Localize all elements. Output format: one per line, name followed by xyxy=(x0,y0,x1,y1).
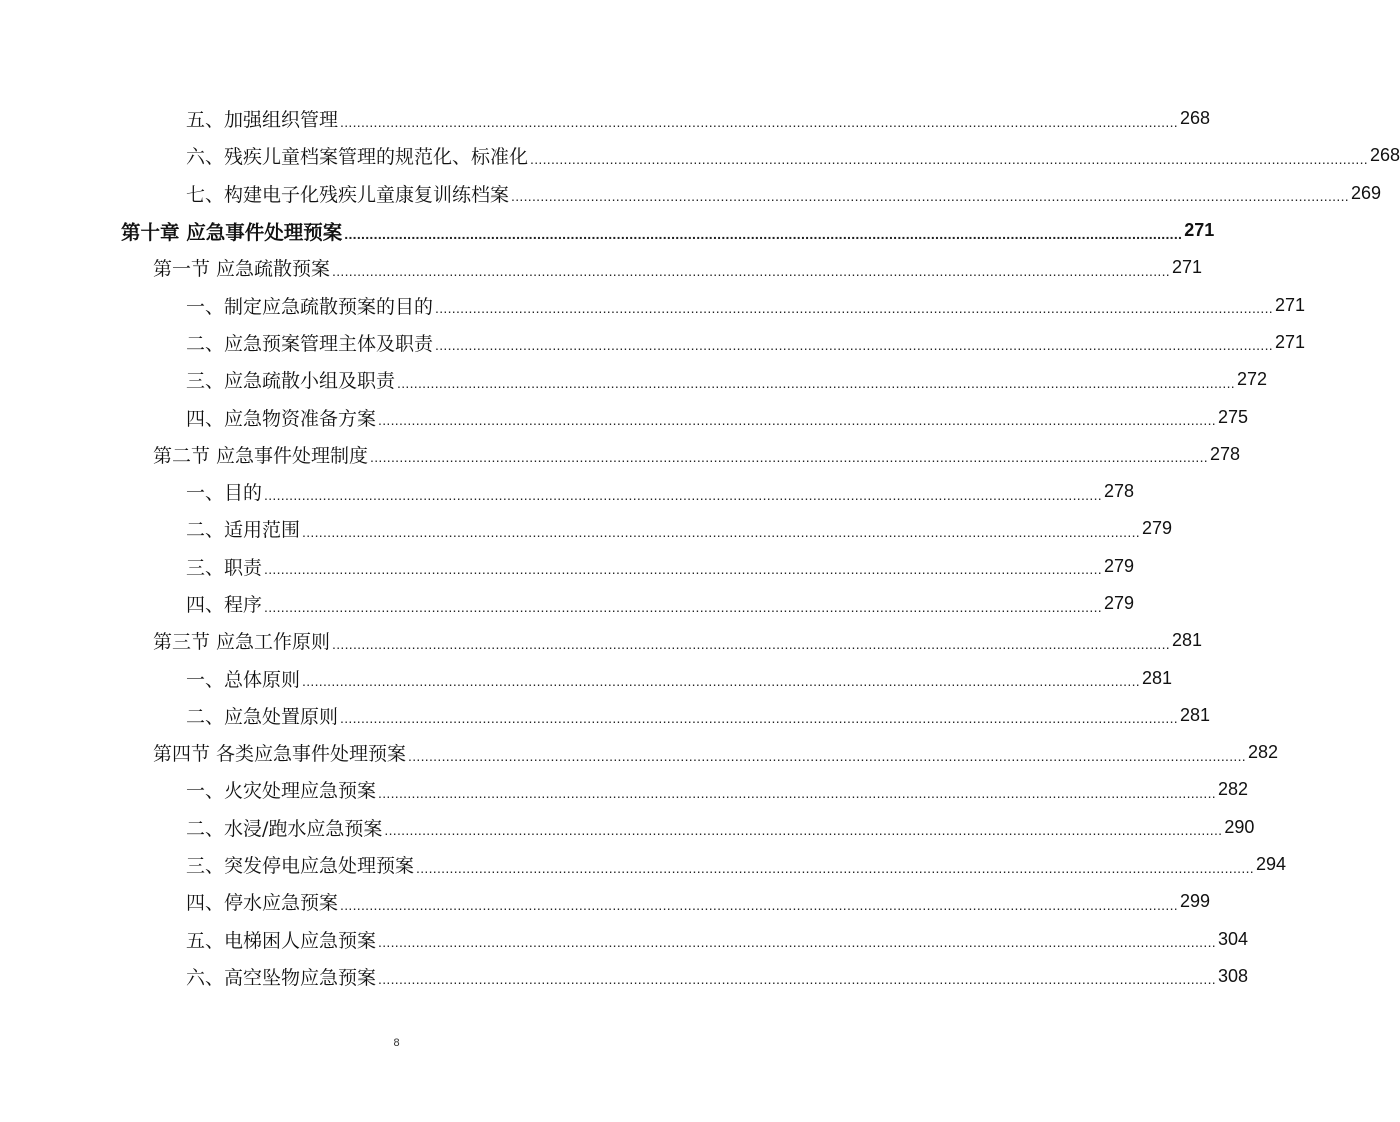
toc-entry[interactable] xyxy=(0,771,1248,808)
toc-entry[interactable] xyxy=(0,809,1255,846)
toc-entry[interactable] xyxy=(0,324,1305,361)
toc-leader-dots: ........................................................................................................................................................................................................ xyxy=(378,971,1216,988)
toc-entry-title: 一、火灾处理应急预案 xyxy=(186,780,377,803)
toc-leader-dots: ........................................................................................................................................................................................................ xyxy=(264,486,1102,503)
toc-entry-page: 308 xyxy=(1217,965,1248,986)
toc-leader-dots: ........................................................................................................................................................................................................ xyxy=(397,374,1235,391)
toc-entry-title: 第三节 应急工作原则 xyxy=(153,631,331,654)
toc-entry-title: 第一节 应急疏散预案 xyxy=(153,258,331,281)
toc-entry[interactable] xyxy=(0,137,1400,174)
toc-entry-title: 三、应急疏散小组及职责 xyxy=(186,370,396,393)
toc-entry[interactable] xyxy=(0,883,1210,920)
toc-leader-dots: ........................................................................................................................................................................................................ xyxy=(332,262,1170,279)
toc-entry-page: 281 xyxy=(1179,704,1210,725)
toc-entry-page: 271 xyxy=(1171,257,1203,278)
toc-entry-title: 四、应急物资准备方案 xyxy=(186,407,377,430)
toc-entry-page: 272 xyxy=(1236,369,1267,390)
toc-section-entry[interactable] xyxy=(0,622,1203,659)
toc-entry-title: 七、构建电子化残疾儿童康复训练档案 xyxy=(186,183,510,206)
toc-entry-page: 268 xyxy=(1369,145,1400,166)
toc-entry[interactable] xyxy=(0,659,1172,696)
toc-entry-title: 二、应急预案管理主体及职责 xyxy=(186,332,434,355)
toc-entry[interactable] xyxy=(0,846,1286,883)
toc-entry-title: 第二节 应急事件处理制度 xyxy=(153,444,369,467)
toc-leader-dots: ........................................................................................................................................................................................................ xyxy=(264,598,1102,615)
toc-leader-dots: ........................................................................................................................................................................................................ xyxy=(378,784,1216,801)
toc-entry-page: 304 xyxy=(1217,928,1248,949)
toc-entry-page: 279 xyxy=(1103,593,1134,613)
toc-leader-dots: ........................................................................................................................................................................................................ xyxy=(530,150,1368,167)
toc-leader-dots: ........................................................................................................................................................................................................ xyxy=(378,412,1216,429)
toc-leader-dots: ........................................................................................................................................................................................................ xyxy=(435,300,1273,317)
toc-leader-dots: ........................................................................................................................................................................................................ xyxy=(340,896,1178,913)
toc-entry-title: 一、总体原则 xyxy=(186,668,301,691)
toc-section-entry[interactable] xyxy=(0,436,1241,473)
toc-entry-page: 279 xyxy=(1103,555,1134,576)
toc-entry[interactable] xyxy=(0,958,1248,995)
toc-entry-page: 281 xyxy=(1171,630,1203,651)
toc-entry-page: 282 xyxy=(1247,742,1279,763)
toc-entry[interactable] xyxy=(0,473,1134,510)
toc-entry-page: 279 xyxy=(1141,518,1172,539)
toc-leader-dots: ........................................................................................................................................................................................................ xyxy=(384,822,1223,839)
toc-leader-dots: ........................................................................................................................................................................................................ xyxy=(435,337,1273,354)
toc-entry[interactable] xyxy=(0,921,1248,958)
toc-chapter-entry[interactable] xyxy=(0,212,1215,249)
toc-entry-title: 一、制定应急疏散预案的目的 xyxy=(186,295,434,318)
toc-entry[interactable] xyxy=(0,548,1134,585)
toc-entry-page: 268 xyxy=(1179,108,1210,129)
toc-entry-page: 290 xyxy=(1224,816,1255,837)
toc-entry-title: 二、水浸/跑水应急预案 xyxy=(186,817,383,840)
toc-entry[interactable] xyxy=(0,361,1267,398)
toc-entry-page: 294 xyxy=(1255,854,1286,875)
toc-entry-title: 四、程序 xyxy=(186,594,263,616)
toc-leader-dots: ........................................................................................................................................................................................................ xyxy=(264,561,1102,578)
toc-entry[interactable] xyxy=(0,175,1381,212)
toc-entry-title: 一、目的 xyxy=(186,482,263,505)
toc-leader-dots: ........................................................................................................................................................................................................ xyxy=(370,449,1208,466)
toc-entry-title: 第十章 应急事件处理预案 xyxy=(121,220,343,244)
toc-entry-page: 269 xyxy=(1350,182,1381,203)
toc-leader-dots: ........................................................................................................................................................................................................ xyxy=(340,710,1178,727)
toc-entry-title: 二、适用范围 xyxy=(186,519,301,542)
toc-entry[interactable] xyxy=(0,286,1305,323)
toc-entry-page: 271 xyxy=(1184,220,1215,241)
toc-leader-dots: ........................................................................................................................................................................................................ xyxy=(408,747,1246,764)
toc-entry[interactable] xyxy=(0,697,1210,734)
toc-entry-title: 第四节 各类应急事件处理预案 xyxy=(153,743,407,766)
toc-entry-title: 六、残疾儿童档案管理的规范化、标准化 xyxy=(186,146,529,169)
toc-entry-page: 299 xyxy=(1179,891,1210,912)
toc-leader-dots: ........................................................................................................................................................................................................ xyxy=(416,859,1254,876)
toc-entry[interactable] xyxy=(0,585,1134,622)
toc-leader-dots: ........................................................................................................................................................................................................ xyxy=(302,523,1140,540)
toc-section-entry[interactable] xyxy=(0,249,1203,286)
toc-entry-title: 三、职责 xyxy=(186,556,263,579)
toc-leader-dots: ........................................................................................................................................................................................................ xyxy=(302,673,1140,690)
toc-entry[interactable] xyxy=(0,510,1172,547)
toc-entry-page: 271 xyxy=(1274,331,1305,352)
toc-entry-title: 五、加强组织管理 xyxy=(186,109,339,132)
toc-entry[interactable] xyxy=(0,398,1248,435)
toc-entry-page: 281 xyxy=(1141,667,1172,688)
toc-entry-title: 三、突发停电应急处理预案 xyxy=(186,855,415,878)
toc-entry-page: 271 xyxy=(1274,294,1305,315)
toc-entry-title: 四、停水应急预案 xyxy=(186,892,339,915)
toc-entry-page: 278 xyxy=(1103,481,1134,502)
toc-entry-title: 二、应急处置原则 xyxy=(186,705,339,728)
toc-leader-dots: ........................................................................................................................................................................................................ xyxy=(340,113,1178,130)
toc-entry-title: 六、高空坠物应急预案 xyxy=(186,966,377,989)
table-of-contents xyxy=(0,100,1400,995)
toc-entry-page: 275 xyxy=(1217,406,1248,427)
toc-entry-title: 五、电梯困人应急预案 xyxy=(186,929,377,952)
toc-section-entry[interactable] xyxy=(0,734,1279,771)
toc-leader-dots: ........................................................................................................................................................................................................ xyxy=(378,934,1216,951)
toc-entry[interactable] xyxy=(0,100,1210,137)
toc-leader-dots: ........................................................................................................................................................................................................ xyxy=(332,635,1170,652)
toc-leader-dots: ........................................................................................................................................................................................................ xyxy=(511,188,1349,205)
toc-entry-page: 282 xyxy=(1217,779,1248,800)
footer-page-number: 8 xyxy=(393,1037,400,1049)
toc-leader-dots: ........................................................................................................................................................................................................ xyxy=(344,225,1183,242)
toc-entry-page: 278 xyxy=(1209,443,1241,464)
